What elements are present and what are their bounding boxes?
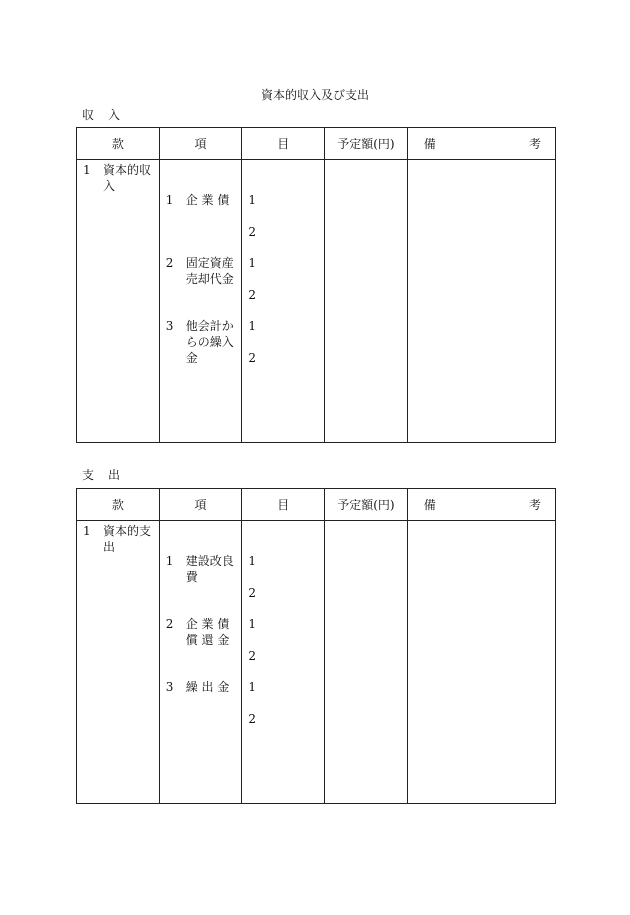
header-biko: 備 考 (407, 128, 555, 160)
header-kou: 項 (159, 489, 242, 521)
table-body-row (77, 521, 556, 804)
page-title: 資本的収入及び支出 (260, 88, 369, 102)
table-body-row (77, 160, 556, 443)
table-header-row (77, 128, 556, 160)
kou-entry: 1 建設改良 費 (165, 554, 234, 584)
kou-entry: 1 企 業 債 (165, 193, 230, 207)
header-biko: 備 考 (407, 489, 555, 521)
moku-cell: 1 2 1 2 1 2 (242, 521, 325, 804)
yotei-cell (325, 521, 408, 804)
kou-entry: 2 企 業 債 償 還 金 (165, 617, 230, 647)
header-yotei: 予定額(円) (325, 489, 408, 521)
yotei-cell (325, 160, 408, 443)
table-header-row (77, 489, 556, 521)
kou-cell (159, 521, 242, 804)
income-table (76, 127, 556, 443)
kou-entry: 2 固定資産 売却代金 (165, 256, 234, 286)
biko-cell (407, 160, 555, 443)
section-label-expenditure: 支 出 (82, 468, 121, 482)
header-moku: 目 (242, 128, 325, 160)
kou-entry: 3 他会計か らの繰入 金 (165, 319, 234, 365)
header-kan: 款 (77, 489, 160, 521)
header-kan: 款 (77, 128, 160, 160)
section-label-income: 収 入 (82, 108, 121, 122)
header-kou: 項 (159, 128, 242, 160)
kan-entry: 1 資本的支 出 (83, 524, 152, 554)
kan-cell (77, 521, 160, 804)
moku-cell: 1 2 1 2 1 2 (242, 160, 325, 443)
kou-cell (159, 160, 242, 443)
header-yotei: 予定額(円) (325, 128, 408, 160)
header-moku: 目 (242, 489, 325, 521)
kou-entry: 3 繰 出 金 (165, 680, 230, 694)
kan-cell (77, 160, 160, 443)
biko-cell (407, 521, 555, 804)
kan-entry: 1 資本的収 入 (83, 163, 152, 193)
expenditure-table (76, 488, 556, 804)
